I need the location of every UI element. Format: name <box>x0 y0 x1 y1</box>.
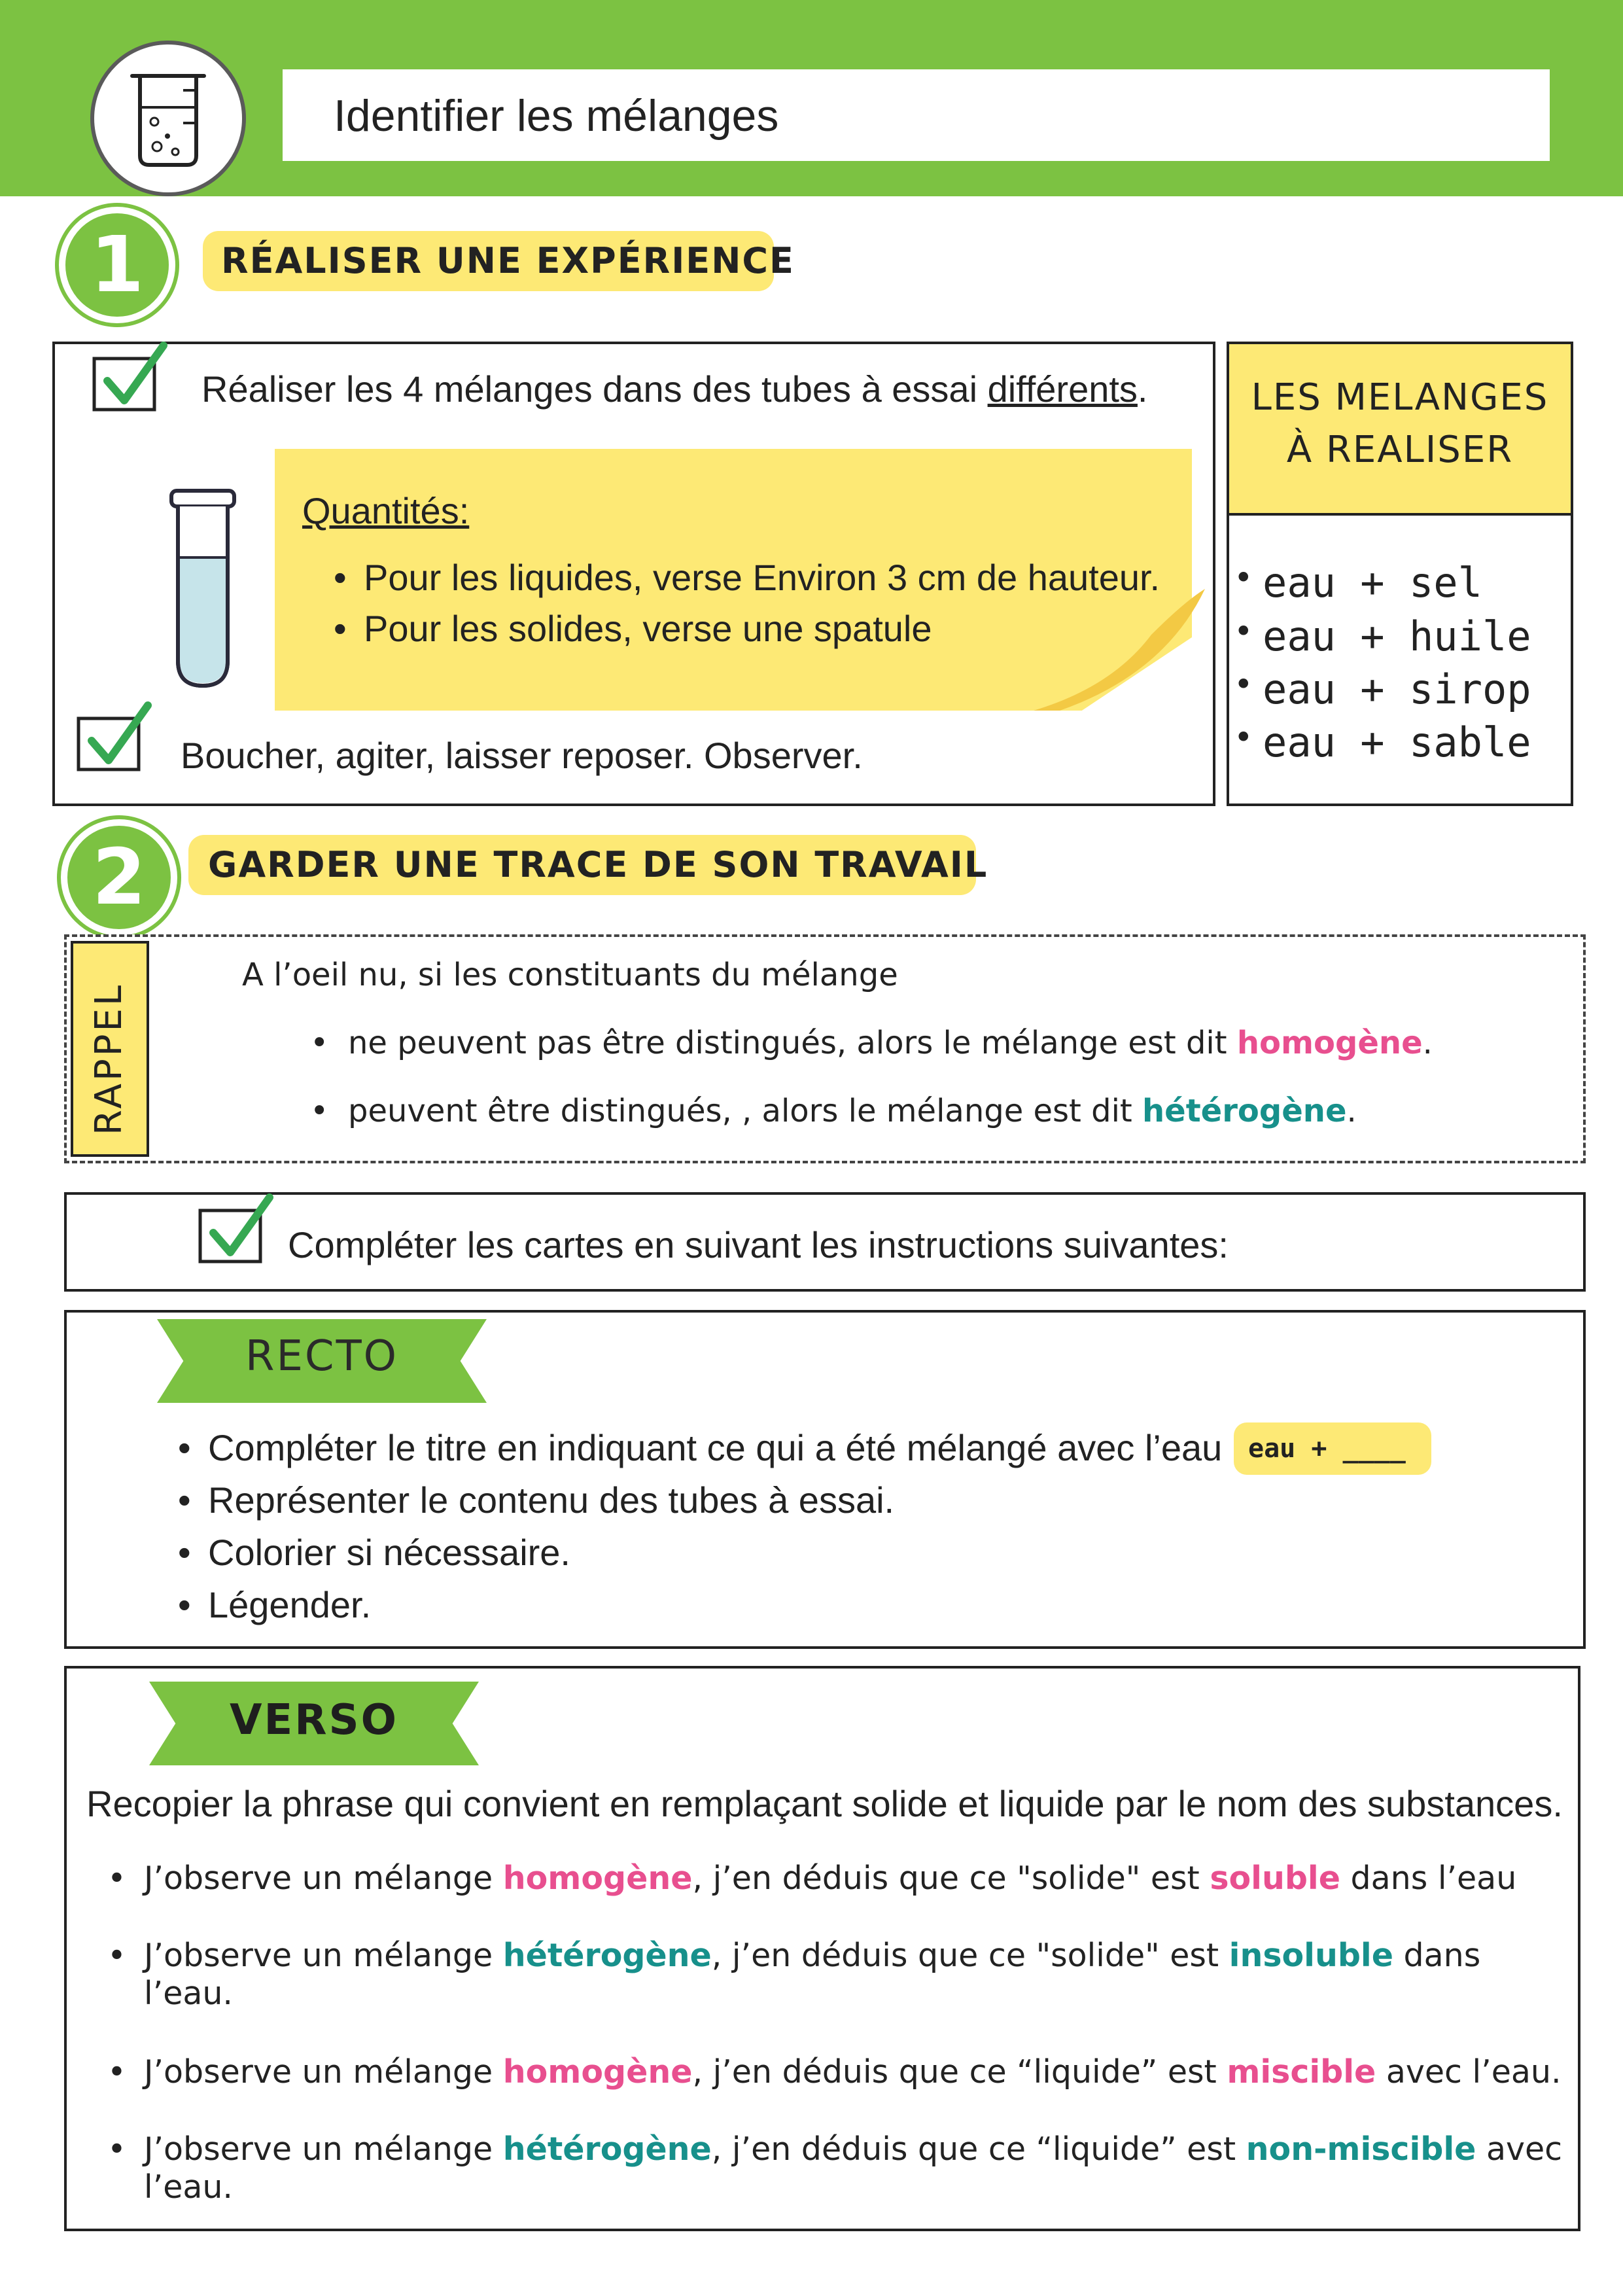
checkbox-checked-icon <box>75 700 156 772</box>
mixes-title-line2: À REALISER <box>1286 429 1514 471</box>
section-number-2: 2 <box>61 819 177 936</box>
mixes-title-line1: LES MELANGES <box>1251 376 1549 419</box>
verso-intro: Recopier la phrase qui convient en remplaçant solide et liquide par le nom des substances. <box>86 1783 1563 1824</box>
rappel-item: • ne peuvent pas être distingués, alors le mélange est dit homogène. <box>348 1025 1433 1061</box>
mix-item: • eau + huile <box>1263 612 1531 660</box>
verso-label: VERSO <box>229 1696 399 1744</box>
recto-item: • Colorier si nécessaire. <box>208 1531 570 1574</box>
recto-item: • Légender. <box>208 1583 371 1626</box>
rappel-intro: A l’oeil nu, si les constituants du mélange <box>242 957 898 993</box>
page-title: Identifier les mélanges <box>334 91 779 141</box>
sticky-note-curl <box>1034 589 1205 711</box>
verso-item: • J’observe un mélange hétérogène, j’en déduis que ce "solide" est insoluble dans l’eau. <box>144 1937 1563 2013</box>
section-heading-2: GARDER UNE TRACE DE SON TRAVAIL <box>188 835 976 895</box>
section-number-1: 1 <box>59 207 175 323</box>
checkbox-checked-icon <box>90 340 171 412</box>
instruction-text: Compléter les cartes en suivant les instructions suivantes: <box>288 1224 1229 1265</box>
recto-item: • Représenter le contenu des tubes à essai. <box>208 1479 894 1521</box>
rappel-item: • peuvent être distingués, , alors le mélange est dit hétérogène. <box>348 1093 1357 1129</box>
recto-label: RECTO <box>245 1332 399 1381</box>
verso-item: • J’observe un mélange homogène, j’en déduis que ce “liquide” est miscible avec l’eau. <box>144 2053 1563 2091</box>
checkbox-checked-icon <box>196 1192 277 1264</box>
mix-item: • eau + sel <box>1263 559 1482 607</box>
mix-item: • eau + sable <box>1263 718 1531 766</box>
section-heading-1: RÉALISER UNE EXPÉRIENCE <box>203 231 774 291</box>
quantity-item: • Pour les liquides, verse Environ 3 cm de hauteur. <box>364 556 1160 599</box>
quantities-title: Quantités: <box>302 490 470 531</box>
recto-item: • Compléter le titre en indiquant ce qui a été mélangé avec l’eau <box>208 1426 1222 1469</box>
beaker-icon <box>90 41 246 196</box>
mix-item: • eau + sirop <box>1263 665 1531 713</box>
title-template-chip: eau + ____ <box>1234 1422 1431 1475</box>
test-tube-icon <box>164 486 242 695</box>
rappel-label: RAPPEL <box>88 982 130 1135</box>
verso-item: • J’observe un mélange homogène, j’en déduis que ce "solide" est soluble dans l’eau <box>144 1860 1563 1898</box>
verso-item: • J’observe un mélange hétérogène, j’en déduis que ce “liquide” est non-miscible avec l’eau. <box>144 2130 1563 2206</box>
step-1-text: Réaliser les 4 mélanges dans des tubes à essai différents. <box>201 368 1148 410</box>
quantity-item: • Pour les solides, verse une spatule <box>364 607 932 650</box>
step-2-text: Boucher, agiter, laisser reposer. Observer. <box>181 735 863 776</box>
